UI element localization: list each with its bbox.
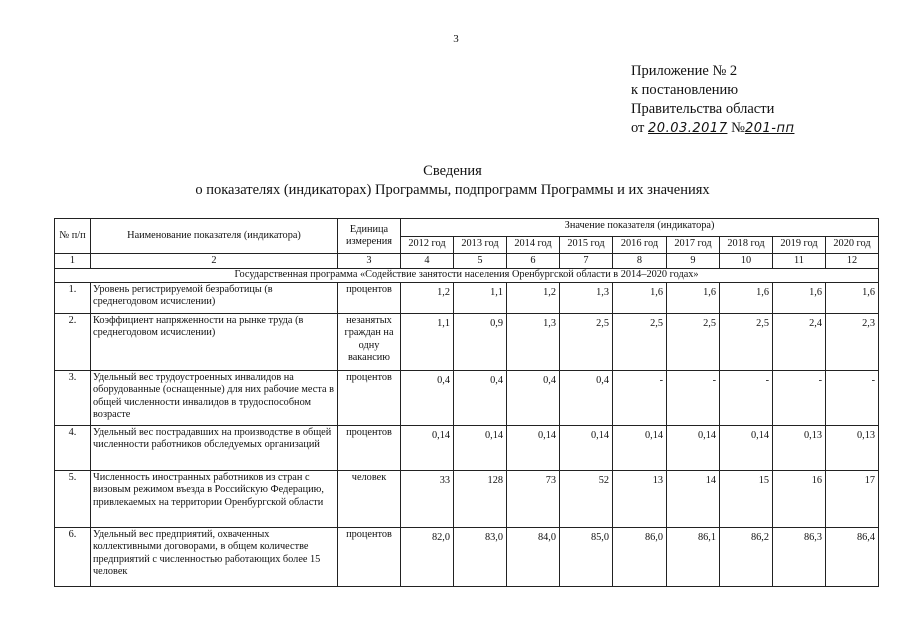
value-cell: 0,13	[773, 425, 826, 470]
indicator-name: Уровень регистрируемой безработицы (в среднегодовом исчислении)	[91, 282, 338, 313]
row-number: 4.	[55, 425, 91, 470]
unit-cell: человек	[338, 470, 401, 527]
header-year: 2015 год	[560, 236, 613, 254]
unit-cell: процентов	[338, 527, 401, 586]
table-row	[55, 370, 879, 425]
column-number: 5	[454, 254, 507, 269]
value-cell: 1,1	[454, 282, 507, 313]
unit-cell: процентов	[338, 282, 401, 313]
value-cell: 82,0	[401, 527, 454, 586]
header-year: 2016 год	[613, 236, 667, 254]
row-number: 3.	[55, 370, 91, 425]
indicator-name: Удельный вес пострадавших на производстве в общей численности работников обследуемых организаций	[91, 425, 338, 470]
value-cell: 0,13	[826, 425, 879, 470]
value-cell: 14	[667, 470, 720, 527]
program-title-row	[55, 269, 879, 282]
table-row	[55, 282, 879, 313]
program-title: Государственная программа «Содействие занятости населения Оренбургской области в 2014–2020 годах»	[55, 269, 879, 282]
indicator-name: Численность иностранных работников из стран с визовым режимом въезда в Российскую Федерацию, привлекаемых на территории Оренбургской области	[91, 470, 338, 527]
date-prefix: от	[631, 120, 645, 136]
value-cell: 0,9	[454, 313, 507, 370]
value-cell: 1,6	[613, 282, 667, 313]
column-number: 4	[401, 254, 454, 269]
value-cell: 84,0	[507, 527, 560, 586]
column-number: 1	[55, 254, 91, 269]
header-year: 2012 год	[401, 236, 454, 254]
header-row-1	[55, 219, 879, 237]
value-cell: 86,1	[667, 527, 720, 586]
value-cell: 86,2	[720, 527, 773, 586]
title-line-1: Сведения	[423, 163, 482, 179]
value-cell: 2,3	[826, 313, 879, 370]
value-cell: -	[613, 370, 667, 425]
title-line-2: о показателях (индикаторах) Программы, подпрограмм Программы и их значениях	[195, 182, 710, 198]
header-name: Наименование показателя (индикатора)	[91, 219, 338, 254]
table-row	[55, 527, 879, 586]
value-cell: 83,0	[454, 527, 507, 586]
handwritten-number: 201-пп	[744, 121, 795, 136]
appendix-date-line	[631, 119, 794, 138]
appendix-line-2: к постановлению	[631, 82, 739, 98]
value-cell: 128	[454, 470, 507, 527]
column-number: 8	[613, 254, 667, 269]
row-number: 6.	[55, 527, 91, 586]
value-cell: 1,6	[826, 282, 879, 313]
value-cell: -	[720, 370, 773, 425]
value-cell: -	[773, 370, 826, 425]
column-number: 3	[338, 254, 401, 269]
value-cell: 1,1	[401, 313, 454, 370]
value-cell: 86,3	[773, 527, 826, 586]
handwritten-date: 20.03.2017	[648, 121, 728, 136]
table-row	[55, 313, 879, 370]
value-cell: 0,4	[507, 370, 560, 425]
value-cell: 1,2	[401, 282, 454, 313]
value-cell: -	[826, 370, 879, 425]
value-cell: 2,5	[667, 313, 720, 370]
value-cell: 0,14	[667, 425, 720, 470]
appendix-block	[631, 62, 794, 138]
value-cell: 13	[613, 470, 667, 527]
value-cell: 0,14	[401, 425, 454, 470]
value-cell: 2,5	[560, 313, 613, 370]
header-unit: Единица измерения	[338, 219, 401, 254]
value-cell: -	[667, 370, 720, 425]
value-cell: 0,4	[560, 370, 613, 425]
unit-cell: процентов	[338, 370, 401, 425]
header-year: 2019 год	[773, 236, 826, 254]
header-year: 2013 год	[454, 236, 507, 254]
value-cell: 0,14	[454, 425, 507, 470]
value-cell: 16	[773, 470, 826, 527]
value-cell: 2,5	[720, 313, 773, 370]
header-values: Значение показателя (индикатора)	[401, 219, 879, 237]
table-row	[55, 470, 879, 527]
header-year: 2020 год	[826, 236, 879, 254]
number-prefix: №	[731, 120, 745, 136]
value-cell: 0,14	[613, 425, 667, 470]
value-cell: 1,3	[560, 282, 613, 313]
value-cell: 86,4	[826, 527, 879, 586]
value-cell: 2,5	[613, 313, 667, 370]
column-number: 10	[720, 254, 773, 269]
value-cell: 1,2	[507, 282, 560, 313]
value-cell: 1,6	[667, 282, 720, 313]
value-cell: 0,14	[507, 425, 560, 470]
row-number: 2.	[55, 313, 91, 370]
value-cell: 2,4	[773, 313, 826, 370]
value-cell: 17	[826, 470, 879, 527]
unit-cell: незанятых граждан на одну вакансию	[338, 313, 401, 370]
table-body	[55, 219, 879, 587]
value-cell: 52	[560, 470, 613, 527]
header-year: 2018 год	[720, 236, 773, 254]
column-number: 2	[91, 254, 338, 269]
table-row	[55, 425, 879, 470]
document-title	[0, 162, 905, 200]
value-cell: 0,14	[720, 425, 773, 470]
indicator-name: Удельный вес трудоустроенных инвалидов на оборудованные (оснащенные) для них рабочие места в общей численности инвалидов в трудоспособном возрасте	[91, 370, 338, 425]
column-number: 9	[667, 254, 720, 269]
column-number: 12	[826, 254, 879, 269]
value-cell: 1,6	[773, 282, 826, 313]
appendix-line-1: Приложение № 2	[631, 63, 738, 79]
page-number: 3	[453, 33, 459, 45]
value-cell: 86,0	[613, 527, 667, 586]
value-cell: 1,3	[507, 313, 560, 370]
row-number: 1.	[55, 282, 91, 313]
column-numbers-row	[55, 254, 879, 269]
indicators-table	[54, 218, 879, 587]
column-number: 6	[507, 254, 560, 269]
indicator-name: Коэффициент напряженности на рынке труда (в среднегодовом исчислении)	[91, 313, 338, 370]
indicator-name: Удельный вес предприятий, охваченных коллективными договорами, в общем количестве предприятий с численностью работающих более 15 человек	[91, 527, 338, 586]
column-number: 7	[560, 254, 613, 269]
row-number: 5.	[55, 470, 91, 527]
value-cell: 85,0	[560, 527, 613, 586]
header-year: 2014 год	[507, 236, 560, 254]
value-cell: 0,14	[560, 425, 613, 470]
value-cell: 0,4	[454, 370, 507, 425]
appendix-line-3: Правительства области	[631, 101, 775, 117]
value-cell: 33	[401, 470, 454, 527]
header-num: № п/п	[55, 219, 91, 254]
value-cell: 15	[720, 470, 773, 527]
value-cell: 0,4	[401, 370, 454, 425]
value-cell: 1,6	[720, 282, 773, 313]
value-cell: 73	[507, 470, 560, 527]
header-year: 2017 год	[667, 236, 720, 254]
column-number: 11	[773, 254, 826, 269]
unit-cell: процентов	[338, 425, 401, 470]
